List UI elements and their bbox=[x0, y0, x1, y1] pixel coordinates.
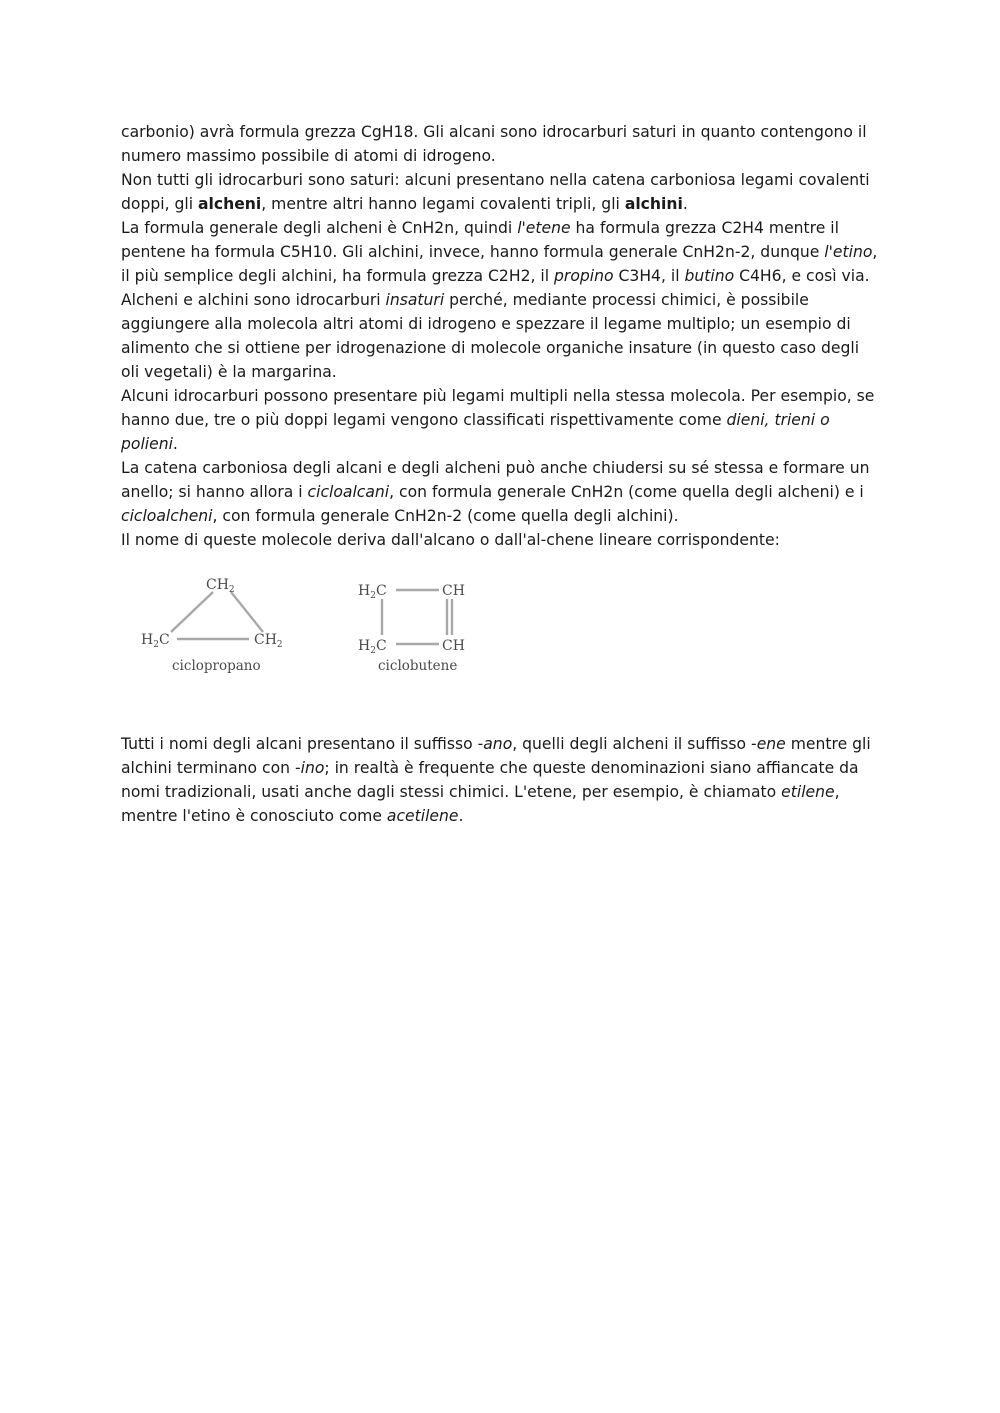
molecule-structures bbox=[121, 577, 501, 690]
bold-term: alchini bbox=[624, 195, 683, 213]
text-run: C4H6, e così via. bbox=[734, 267, 870, 285]
text-run: mentre gli alchini terminano con - bbox=[121, 735, 871, 777]
ciclopropano-top-group: $CH_2$ bbox=[206, 577, 235, 595]
paragraph bbox=[121, 288, 881, 384]
ciclobutene-caption: ciclobutene bbox=[378, 658, 458, 674]
italic-term: ino bbox=[300, 759, 325, 777]
ciclobutene-structure bbox=[358, 583, 465, 674]
italic-term: etilene bbox=[781, 783, 835, 801]
text-run: , con formula generale CnH2n-2 (come quella degli alchini). bbox=[212, 507, 679, 525]
text-run: Alcheni e alchini sono idrocarburi bbox=[121, 291, 386, 309]
text-block-before-figure bbox=[121, 120, 881, 552]
italic-term: ene bbox=[756, 735, 786, 753]
italic-term: l'etino bbox=[824, 243, 873, 261]
text-run: . bbox=[682, 195, 688, 213]
document-page bbox=[121, 120, 881, 828]
italic-term: l'etene bbox=[517, 219, 571, 237]
bold-term: alcheni bbox=[198, 195, 262, 213]
text-run: C3H4, il bbox=[613, 267, 685, 285]
text-run: , mentre l'etino è conosciuto come bbox=[121, 783, 840, 825]
text-run: , il più semplice degli alchini, ha formula grezza C2H2, il bbox=[121, 243, 878, 285]
ciclopropano-structure bbox=[141, 577, 283, 674]
ciclobutene-top-left-group: $H_2C$ bbox=[358, 583, 387, 601]
paragraph bbox=[121, 216, 881, 288]
text-run: La catena carboniosa degli alcani e degli alcheni può anche chiudersi su sé stessa e formare un anello; si hanno allora i bbox=[121, 459, 870, 501]
text-block-after-figure bbox=[121, 732, 881, 828]
text-run: Il nome di queste molecole deriva dall'alcano o dall'al-chene lineare corrispondente: bbox=[121, 531, 780, 549]
italic-term: ano bbox=[483, 735, 513, 753]
text-run: , con formula generale CnH2n (come quella degli alcheni) e i bbox=[389, 483, 864, 501]
text-run: carbonio) avrà formula grezza CgH18. Gli alcani sono idrocarburi saturi in quanto contengono il numero massimo possibile di atomi di idrogeno. bbox=[121, 123, 867, 165]
italic-term: propino bbox=[554, 267, 614, 285]
text-run: Alcuni idrocarburi possono presentare più legami multipli nella stessa molecola. Per esempio, se hanno due, tre o più doppi legami vengono classificati rispettivamente come bbox=[121, 387, 875, 429]
text-run: ha formula grezza C2H4 mentre il pentene ha formula C5H10. Gli alchini, invece, hanno formula generale CnH2n-2, dunque bbox=[121, 219, 839, 261]
italic-term: dieni, trieni o polieni bbox=[121, 411, 830, 453]
paragraph bbox=[121, 456, 881, 528]
text-run: . bbox=[458, 807, 464, 825]
paragraph bbox=[121, 384, 881, 456]
text-run: . bbox=[172, 435, 178, 453]
text-run: perché, mediante processi chimici, è possibile aggiungere alla molecola altri atomi di idrogeno e spezzare il legame multiplo; un esempio di alimento che si ottiene per idrogenazione di molecole organiche insature (in questo caso degli oli vegetali) è la margarina. bbox=[121, 291, 860, 381]
text-run: , quelli degli alcheni il suffisso - bbox=[512, 735, 757, 753]
ciclobutene-bottom-left-group: $H_2C$ bbox=[358, 638, 387, 656]
molecule-figure bbox=[121, 562, 881, 732]
paragraph bbox=[121, 168, 881, 216]
text-run: Non tutti gli idrocarburi sono saturi: alcuni presentano nella catena carboniosa legami covalenti doppi, gli bbox=[121, 171, 870, 213]
ciclobutene-top-right-group: CH bbox=[442, 583, 465, 599]
italic-term: butino bbox=[684, 267, 735, 285]
paragraph bbox=[121, 732, 881, 828]
text-run: Tutti i nomi degli alcani presentano il suffisso - bbox=[121, 735, 484, 753]
bond-top-left bbox=[171, 592, 213, 632]
ciclopropano-right-group: $CH_2$ bbox=[254, 632, 283, 650]
paragraph bbox=[121, 528, 881, 552]
paragraph bbox=[121, 120, 881, 168]
ciclobutene-bottom-right-group: CH bbox=[442, 638, 465, 654]
italic-term: cicloalcani bbox=[307, 483, 390, 501]
text-run: La formula generale degli alcheni è CnH2n, quindi bbox=[121, 219, 518, 237]
italic-term: cicloalcheni bbox=[121, 507, 213, 525]
text-run: ; in realtà è frequente che queste denominazioni siano affiancate da nomi tradizionali, usati anche dagli stessi chimici. L'etene, per esempio, è chiamato bbox=[121, 759, 859, 801]
text-run: , mentre altri hanno legami covalenti tripli, gli bbox=[261, 195, 625, 213]
ciclopropano-left-group: $H_2C$ bbox=[141, 632, 170, 650]
italic-term: acetilene bbox=[386, 807, 459, 825]
bond-top-right bbox=[231, 592, 263, 632]
ciclopropano-caption: ciclopropano bbox=[172, 658, 261, 674]
italic-term: insaturi bbox=[385, 291, 445, 309]
